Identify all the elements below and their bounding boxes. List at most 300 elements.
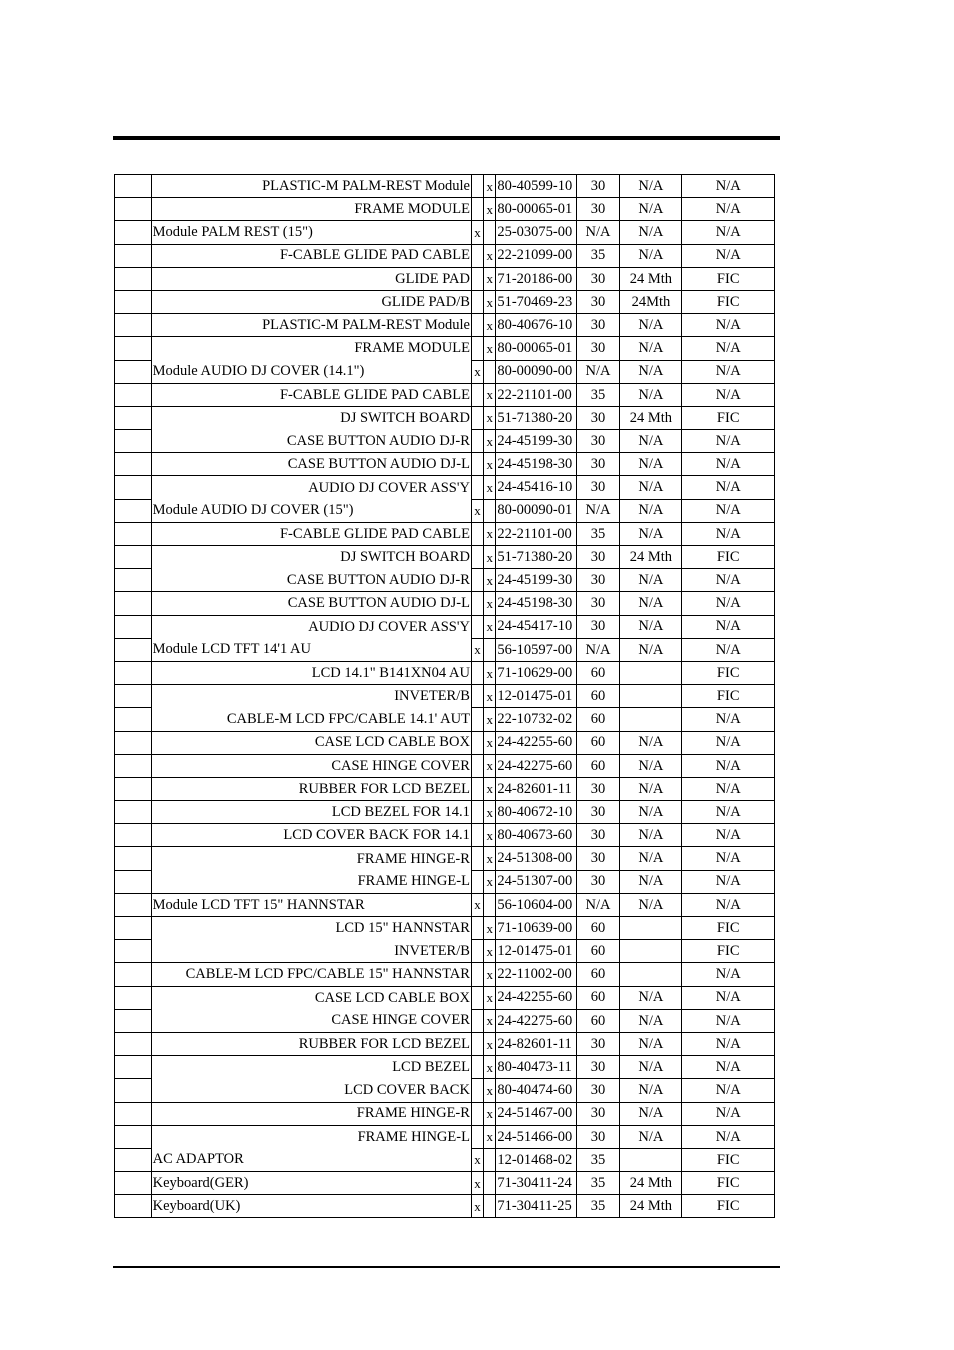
row-index-cell [115, 940, 152, 963]
row-index-cell [115, 499, 152, 522]
part-number: 12-01475-01 [496, 940, 576, 963]
part-number: 24-51466-00 [496, 1125, 576, 1148]
row-index-cell [115, 1195, 152, 1218]
part-description: CASE BUTTON AUDIO DJ-R [151, 569, 471, 592]
warranty: N/A [620, 893, 682, 916]
part-flag: x [484, 267, 496, 290]
part-number: 24-45416-10 [496, 476, 576, 499]
part-description: F-CABLE GLIDE PAD CABLE [151, 522, 471, 545]
table-row [115, 290, 775, 313]
part-number: 24-42275-60 [496, 754, 576, 777]
lead-time: 30 [576, 1102, 620, 1125]
source: N/A [682, 1032, 775, 1055]
warranty: N/A [620, 476, 682, 499]
row-index-cell [115, 870, 152, 893]
part-flag: x [484, 847, 496, 870]
part-flag: x [484, 592, 496, 615]
lead-time: 30 [576, 314, 620, 337]
row-index-cell [115, 1056, 152, 1079]
row-index-cell [115, 592, 152, 615]
part-description: FRAME HINGE-R [151, 1102, 471, 1125]
part-flag: x [484, 453, 496, 476]
row-index-cell [115, 383, 152, 406]
part-number: 24-51308-00 [496, 847, 576, 870]
source: N/A [682, 244, 775, 267]
part-number: 80-40474-60 [496, 1079, 576, 1102]
source: N/A [682, 986, 775, 1009]
warranty: N/A [620, 1125, 682, 1148]
module-flag [471, 661, 483, 684]
module-flag [471, 917, 483, 940]
module-flag [471, 963, 483, 986]
source: N/A [682, 1125, 775, 1148]
module-flag [471, 406, 483, 429]
warranty: N/A [620, 592, 682, 615]
row-index-cell [115, 267, 152, 290]
table-row [115, 1195, 775, 1218]
source: N/A [682, 337, 775, 360]
part-description: CASE LCD CABLE BOX [151, 731, 471, 754]
part-number: 24-45199-30 [496, 569, 576, 592]
module-flag: x [471, 1148, 483, 1171]
lead-time: 60 [576, 661, 620, 684]
warranty: N/A [620, 1009, 682, 1032]
source: FIC [682, 1148, 775, 1171]
part-description: LCD 15" HANNSTAR [151, 917, 471, 940]
warranty [620, 661, 682, 684]
table-row [115, 546, 775, 569]
part-number: 22-21099-00 [496, 244, 576, 267]
part-number: 22-21101-00 [496, 383, 576, 406]
warranty: N/A [620, 383, 682, 406]
table-row [115, 917, 775, 940]
part-description: Module PALM REST (15") [151, 221, 471, 244]
row-index-cell [115, 777, 152, 800]
lead-time: 30 [576, 824, 620, 847]
warranty: N/A [620, 244, 682, 267]
table-row [115, 406, 775, 429]
part-number: 80-40473-11 [496, 1056, 576, 1079]
module-flag [471, 337, 483, 360]
module-flag [471, 267, 483, 290]
part-description: LCD COVER BACK FOR 14.1 [151, 824, 471, 847]
source: FIC [682, 685, 775, 708]
warranty: N/A [620, 1032, 682, 1055]
row-index-cell [115, 175, 152, 198]
table-row [115, 499, 775, 522]
warranty: 24 Mth [620, 546, 682, 569]
table-row [115, 175, 775, 198]
row-index-cell [115, 1079, 152, 1102]
lead-time: 30 [576, 1056, 620, 1079]
source: FIC [682, 546, 775, 569]
part-description: AUDIO DJ COVER ASS'Y [151, 615, 471, 638]
part-flag [484, 1172, 496, 1195]
part-flag: x [484, 615, 496, 638]
lead-time: N/A [576, 893, 620, 916]
part-description: CASE BUTTON AUDIO DJ-L [151, 453, 471, 476]
lead-time: 60 [576, 940, 620, 963]
module-flag [471, 777, 483, 800]
module-flag [471, 1125, 483, 1148]
part-number: 71-10639-00 [496, 917, 576, 940]
part-number: 24-82601-11 [496, 1032, 576, 1055]
source: N/A [682, 522, 775, 545]
warranty: N/A [620, 198, 682, 221]
table-row [115, 267, 775, 290]
table-row [115, 1079, 775, 1102]
lead-time: N/A [576, 499, 620, 522]
lead-time: 35 [576, 1148, 620, 1171]
part-description: CABLE-M LCD FPC/CABLE 15" HANNSTAR [151, 963, 471, 986]
module-flag [471, 1009, 483, 1032]
part-flag [484, 1148, 496, 1171]
module-flag [471, 522, 483, 545]
part-description: FRAME HINGE-R [151, 847, 471, 870]
part-description: PLASTIC-M PALM-REST Module [151, 314, 471, 337]
part-flag: x [484, 708, 496, 731]
part-description: Module AUDIO DJ COVER (15") [151, 499, 471, 522]
part-description: AC ADAPTOR [151, 1148, 471, 1171]
table-row [115, 731, 775, 754]
source: N/A [682, 198, 775, 221]
part-flag: x [484, 940, 496, 963]
part-description: INVETER/B [151, 685, 471, 708]
lead-time: 35 [576, 1195, 620, 1218]
source: N/A [682, 1009, 775, 1032]
part-number: 24-42255-60 [496, 986, 576, 1009]
part-description: Keyboard(UK) [151, 1195, 471, 1218]
module-flag [471, 430, 483, 453]
row-index-cell [115, 1148, 152, 1171]
row-index-cell [115, 1009, 152, 1032]
table-row [115, 870, 775, 893]
part-number: 24-42255-60 [496, 731, 576, 754]
lead-time: 30 [576, 198, 620, 221]
warranty: N/A [620, 777, 682, 800]
row-index-cell [115, 638, 152, 661]
table-row [115, 244, 775, 267]
module-flag [471, 546, 483, 569]
warranty: N/A [620, 175, 682, 198]
warranty: N/A [620, 1102, 682, 1125]
part-flag: x [484, 685, 496, 708]
lead-time: 30 [576, 870, 620, 893]
row-index-cell [115, 847, 152, 870]
part-description: CASE HINGE COVER [151, 754, 471, 777]
part-description: CASE BUTTON AUDIO DJ-L [151, 592, 471, 615]
source: N/A [682, 430, 775, 453]
source: FIC [682, 290, 775, 313]
warranty: N/A [620, 314, 682, 337]
warranty: N/A [620, 360, 682, 383]
part-description: RUBBER FOR LCD BEZEL [151, 1032, 471, 1055]
part-flag: x [484, 383, 496, 406]
row-index-cell [115, 731, 152, 754]
module-flag [471, 708, 483, 731]
row-index-cell [115, 314, 152, 337]
module-flag [471, 592, 483, 615]
table-row [115, 569, 775, 592]
part-description: FRAME MODULE [151, 198, 471, 221]
lead-time: 30 [576, 1125, 620, 1148]
lead-time: N/A [576, 360, 620, 383]
part-description: AUDIO DJ COVER ASS'Y [151, 476, 471, 499]
warranty: 24 Mth [620, 1195, 682, 1218]
row-index-cell [115, 893, 152, 916]
source: N/A [682, 592, 775, 615]
part-description: CABLE-M LCD FPC/CABLE 14.1' AUT [151, 708, 471, 731]
table-row [115, 1148, 775, 1171]
row-index-cell [115, 430, 152, 453]
row-index-cell [115, 1032, 152, 1055]
table-row [115, 963, 775, 986]
part-number: 24-42275-60 [496, 1009, 576, 1032]
part-number: 51-71380-20 [496, 546, 576, 569]
module-flag [471, 569, 483, 592]
warranty [620, 917, 682, 940]
module-flag: x [471, 360, 483, 383]
source: N/A [682, 638, 775, 661]
module-flag [471, 731, 483, 754]
part-flag: x [484, 963, 496, 986]
source: N/A [682, 221, 775, 244]
part-number: 80-00065-01 [496, 198, 576, 221]
part-flag: x [484, 198, 496, 221]
source: N/A [682, 870, 775, 893]
part-flag: x [484, 406, 496, 429]
row-index-cell [115, 198, 152, 221]
table-row [115, 1056, 775, 1079]
table-row [115, 430, 775, 453]
row-index-cell [115, 685, 152, 708]
part-number: 71-20186-00 [496, 267, 576, 290]
part-description: CASE HINGE COVER [151, 1009, 471, 1032]
part-number: 51-71380-20 [496, 406, 576, 429]
row-index-cell [115, 337, 152, 360]
part-flag: x [484, 1102, 496, 1125]
table-row [115, 685, 775, 708]
part-flag: x [484, 731, 496, 754]
warranty: 24 Mth [620, 1172, 682, 1195]
module-flag [471, 847, 483, 870]
module-flag: x [471, 499, 483, 522]
source: N/A [682, 1056, 775, 1079]
source: N/A [682, 801, 775, 824]
header-rule [113, 136, 780, 140]
warranty: N/A [620, 1079, 682, 1102]
source: N/A [682, 314, 775, 337]
table-row [115, 453, 775, 476]
part-number: 56-10604-00 [496, 893, 576, 916]
part-number: 12-01475-01 [496, 685, 576, 708]
table-row [115, 1032, 775, 1055]
table-row [115, 337, 775, 360]
table-row [115, 615, 775, 638]
source: N/A [682, 569, 775, 592]
source: N/A [682, 453, 775, 476]
part-description: LCD BEZEL [151, 1056, 471, 1079]
warranty: N/A [620, 847, 682, 870]
part-number: 24-45417-10 [496, 615, 576, 638]
table-row [115, 638, 775, 661]
source: FIC [682, 661, 775, 684]
part-flag: x [484, 569, 496, 592]
part-number: 25-03075-00 [496, 221, 576, 244]
table-row [115, 1009, 775, 1032]
warranty: N/A [620, 1056, 682, 1079]
module-flag [471, 198, 483, 221]
lead-time: 30 [576, 430, 620, 453]
warranty: N/A [620, 522, 682, 545]
warranty [620, 1148, 682, 1171]
lead-time: 30 [576, 569, 620, 592]
part-description: Module AUDIO DJ COVER (14.1") [151, 360, 471, 383]
row-index-cell [115, 546, 152, 569]
module-flag: x [471, 1195, 483, 1218]
row-index-cell [115, 754, 152, 777]
module-flag [471, 290, 483, 313]
source: N/A [682, 476, 775, 499]
part-number: 24-45198-30 [496, 453, 576, 476]
warranty [620, 963, 682, 986]
lead-time: 30 [576, 1079, 620, 1102]
table-row [115, 592, 775, 615]
warranty: N/A [620, 986, 682, 1009]
part-flag: x [484, 314, 496, 337]
part-number: 80-40672-10 [496, 801, 576, 824]
part-number: 24-82601-11 [496, 777, 576, 800]
part-flag [484, 638, 496, 661]
row-index-cell [115, 917, 152, 940]
source: N/A [682, 824, 775, 847]
row-index-cell [115, 406, 152, 429]
part-number: 24-45198-30 [496, 592, 576, 615]
module-flag [471, 754, 483, 777]
source: N/A [682, 963, 775, 986]
lead-time: 60 [576, 754, 620, 777]
warranty: N/A [620, 754, 682, 777]
module-flag [471, 801, 483, 824]
module-flag [471, 453, 483, 476]
source: N/A [682, 1079, 775, 1102]
part-number: 22-11002-00 [496, 963, 576, 986]
part-flag: x [484, 244, 496, 267]
lead-time: 30 [576, 592, 620, 615]
module-flag [471, 824, 483, 847]
table-row [115, 708, 775, 731]
part-number: 71-10629-00 [496, 661, 576, 684]
module-flag [471, 476, 483, 499]
source: N/A [682, 893, 775, 916]
part-number: 12-01468-02 [496, 1148, 576, 1171]
spare-parts-table [114, 174, 775, 1218]
lead-time: 35 [576, 244, 620, 267]
source: N/A [682, 731, 775, 754]
module-flag [471, 383, 483, 406]
part-number: 51-70469-23 [496, 290, 576, 313]
part-flag: x [484, 175, 496, 198]
warranty: 24 Mth [620, 406, 682, 429]
source: N/A [682, 615, 775, 638]
part-number: 80-00090-01 [496, 499, 576, 522]
table-row [115, 801, 775, 824]
source: N/A [682, 383, 775, 406]
table-row [115, 847, 775, 870]
warranty [620, 685, 682, 708]
warranty [620, 940, 682, 963]
part-description: RUBBER FOR LCD BEZEL [151, 777, 471, 800]
row-index-cell [115, 522, 152, 545]
part-flag [484, 221, 496, 244]
part-flag: x [484, 986, 496, 1009]
row-index-cell [115, 661, 152, 684]
part-flag [484, 360, 496, 383]
row-index-cell [115, 801, 152, 824]
lead-time: 60 [576, 963, 620, 986]
part-flag: x [484, 777, 496, 800]
lead-time: 30 [576, 546, 620, 569]
table-row [115, 522, 775, 545]
row-index-cell [115, 963, 152, 986]
part-description: PLASTIC-M PALM-REST Module [151, 175, 471, 198]
lead-time: N/A [576, 221, 620, 244]
lead-time: 30 [576, 1032, 620, 1055]
part-number: 80-40673-60 [496, 824, 576, 847]
module-flag [471, 986, 483, 1009]
source: N/A [682, 175, 775, 198]
lead-time: 35 [576, 1172, 620, 1195]
part-description: Module LCD TFT 15" HANNSTAR [151, 893, 471, 916]
row-index-cell [115, 1125, 152, 1148]
part-description: DJ SWITCH BOARD [151, 546, 471, 569]
part-flag: x [484, 661, 496, 684]
part-description: LCD BEZEL FOR 14.1 [151, 801, 471, 824]
part-description: Module LCD TFT 14'1 AU [151, 638, 471, 661]
source: FIC [682, 917, 775, 940]
part-number: 22-10732-02 [496, 708, 576, 731]
lead-time: 60 [576, 731, 620, 754]
table-row [115, 893, 775, 916]
part-number: 24-51307-00 [496, 870, 576, 893]
table-row [115, 754, 775, 777]
warranty: 24 Mth [620, 267, 682, 290]
table-row [115, 360, 775, 383]
source: N/A [682, 360, 775, 383]
row-index-cell [115, 708, 152, 731]
table-row [115, 221, 775, 244]
warranty: N/A [620, 638, 682, 661]
table-row [115, 986, 775, 1009]
row-index-cell [115, 1102, 152, 1125]
table-row [115, 777, 775, 800]
part-flag: x [484, 1079, 496, 1102]
lead-time: 60 [576, 986, 620, 1009]
part-number: 56-10597-00 [496, 638, 576, 661]
part-description: LCD 14.1" B141XN04 AU [151, 661, 471, 684]
part-number: 71-30411-24 [496, 1172, 576, 1195]
lead-time: 30 [576, 406, 620, 429]
part-flag: x [484, 754, 496, 777]
module-flag: x [471, 1172, 483, 1195]
lead-time: 35 [576, 522, 620, 545]
lead-time: 60 [576, 917, 620, 940]
warranty: N/A [620, 337, 682, 360]
part-number: 80-00090-00 [496, 360, 576, 383]
source: FIC [682, 940, 775, 963]
source: FIC [682, 1172, 775, 1195]
module-flag [471, 940, 483, 963]
